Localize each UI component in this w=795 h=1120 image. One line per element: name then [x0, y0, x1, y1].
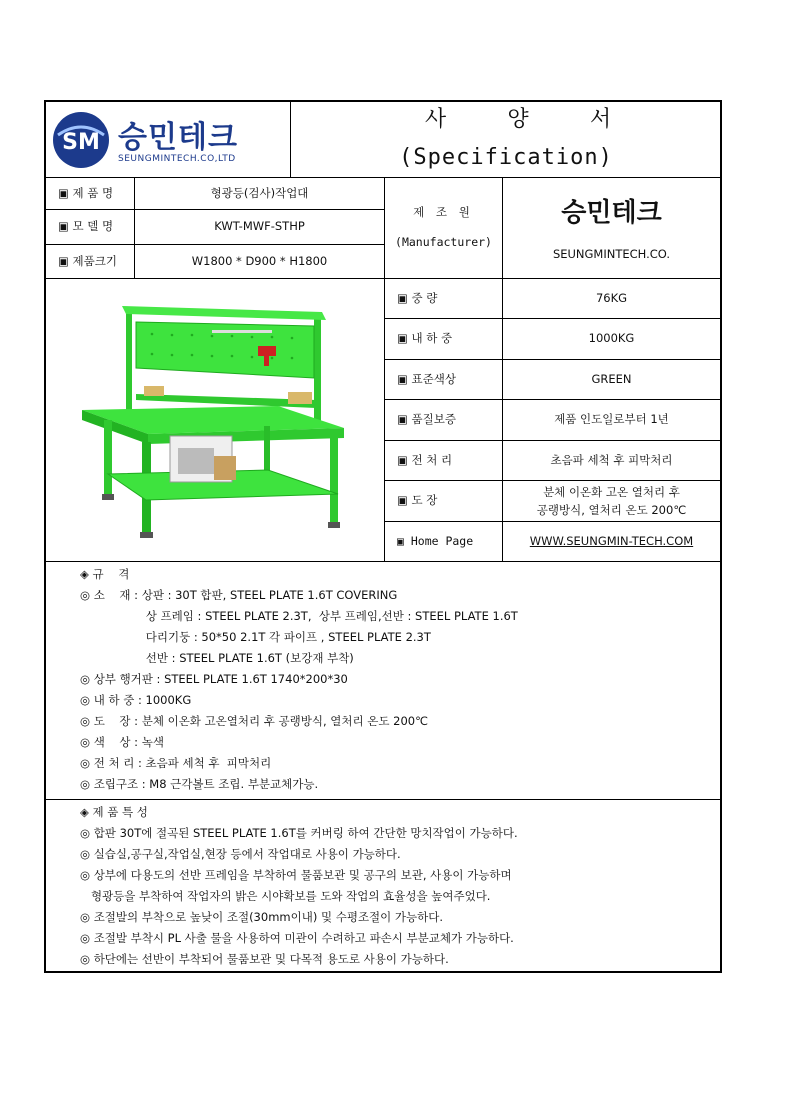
- product-name-value: 형광등(검사)작업대: [210, 185, 309, 200]
- feature-line: ◎ 합판 30T에 절곡된 STEEL PLATE 1.6T를 커버링 하여 간단한 망치작업이 가능하다.: [80, 826, 518, 840]
- feature-line: ◎ 상부에 다용도의 선반 프레임을 부착하여 물품보관 및 공구의 보관, 사용이 가능하며: [80, 868, 512, 882]
- spec-line: ◎ 전 처 리 : 초음파 세척 후 피막처리: [80, 756, 272, 770]
- coating-value: [503, 481, 720, 521]
- feature-line: ◎ 하단에는 선반이 부착되어 물품보관 및 다목적 용도로 사용이 가능하다.: [80, 952, 449, 966]
- feature-line: ◎ 조절발의 부착으로 높낮이 조절(30mm이내) 및 수평조절이 가능하다.: [80, 910, 444, 924]
- feature-lines: [80, 823, 720, 970]
- spec-line: ◎ 조립구조 : M8 근각볼트 조립. 부분교체가능.: [80, 777, 319, 791]
- manufacturer-name: 승민테크: [561, 198, 662, 229]
- spec-line: ◎ 도 장 : 분체 이온화 고온열처리 후 공랭방식, 열처리 온도 200℃: [80, 714, 429, 728]
- coating-value-line1: 분체 이온화 고온 열처리 후: [543, 484, 680, 499]
- warranty-value: 제품 인도일로부터 1년: [554, 412, 669, 427]
- coating-label: ▣ 도 장: [397, 493, 438, 508]
- product-image: [82, 298, 346, 538]
- logo-mark-text: SM: [62, 130, 100, 155]
- manufacturer-label-ko: 제 조 원: [413, 205, 474, 220]
- manufacturer-name-en: SEUNGMINTECH.CO.: [552, 247, 671, 262]
- product-name-label: ▣ 제 품 명: [58, 185, 114, 200]
- spec-line: ◎ 상부 행거판 : STEEL PLATE 1.6T 1740*200*30: [80, 672, 348, 686]
- feature-line: 형광등을 부착하여 작업자의 밝은 시야확보를 도와 작업의 효율성을 높여주었다.: [80, 889, 491, 903]
- standard-color-label: ▣ 표준색상: [397, 371, 456, 386]
- company-logo: [52, 108, 286, 172]
- spec-line: ◎ 색 상 : 녹색: [80, 735, 164, 749]
- spec-line: ◎ 소 재 : 상판 : 30T 합판, STEEL PLATE 1.6T COVERING: [80, 588, 398, 602]
- model-name-label: ▣ 모 델 명: [58, 219, 114, 234]
- manufacturer-value: [503, 178, 720, 278]
- homepage-link[interactable]: WWW.SEUNGMIN-TECH.COM: [529, 533, 694, 548]
- features-section-heading: ◈ 제 품 특 성: [80, 805, 148, 819]
- feature-line: ◎ 실습실,공구실,작업실,현장 등에서 작업대로 사용이 가능하다.: [80, 847, 401, 861]
- standard-color-value: GREEN: [591, 371, 632, 386]
- spec-sheet: [44, 100, 722, 973]
- title-korean: 사 양 서: [424, 107, 636, 133]
- load-capacity-label: ▣ 내 하 중: [397, 331, 453, 346]
- sm-logo-icon: [52, 111, 110, 169]
- homepage-value: [503, 522, 720, 561]
- feature-line: ◎ 조절발 부착시 PL 사출 물을 사용하여 미관이 수려하고 파손시 부분교체가 가능하다.: [80, 931, 514, 945]
- model-name-value: KWT-MWF-STHP: [214, 219, 305, 234]
- product-size-label: ▣ 제품크기: [58, 253, 117, 268]
- warranty-label: ▣ 품질보증: [397, 412, 456, 427]
- spec-line: 상 프레임 : STEEL PLATE 2.3T, 상부 프레임,선반 : STEEL PLATE 1.6T: [80, 609, 518, 623]
- manufacturer-label: [385, 178, 502, 278]
- spec-section: [80, 564, 720, 585]
- spec-line: 선반 : STEEL PLATE 1.6T (보강재 부착): [80, 651, 354, 665]
- pretreatment-label: ▣ 전 처 리: [397, 452, 453, 467]
- manufacturer-label-en: (Manufacturer): [395, 235, 492, 249]
- coating-value-line2: 공랭방식, 열처리 온도 200℃: [536, 503, 687, 517]
- spec-line: ◎ 내 하 중 : 1000KG: [80, 693, 192, 707]
- product-size-value: W1800 * D900 * H1800: [191, 253, 328, 268]
- logo-name: 승민테크: [118, 120, 238, 155]
- load-capacity-value: 1000KG: [588, 331, 635, 346]
- pretreatment-value: 초음파 세척 후 피막처리: [550, 452, 673, 467]
- workbench-illustration: [82, 298, 346, 538]
- logo-subtitle: SEUNGMINTECH.CO,LTD: [118, 154, 236, 164]
- spec-section-heading: ◈ 규 격: [80, 567, 130, 581]
- spec-lines: [80, 585, 720, 795]
- spec-line: 다리기둥 : 50*50 2.1T 각 파이프 , STEEL PLATE 2.3T: [80, 630, 431, 644]
- weight-label: ▣ 중 량: [397, 290, 438, 305]
- features-section: [80, 802, 720, 823]
- weight-value: 76KG: [595, 290, 628, 305]
- homepage-label: ▣ Home Page: [397, 533, 474, 548]
- title-english: (Specification): [399, 145, 613, 171]
